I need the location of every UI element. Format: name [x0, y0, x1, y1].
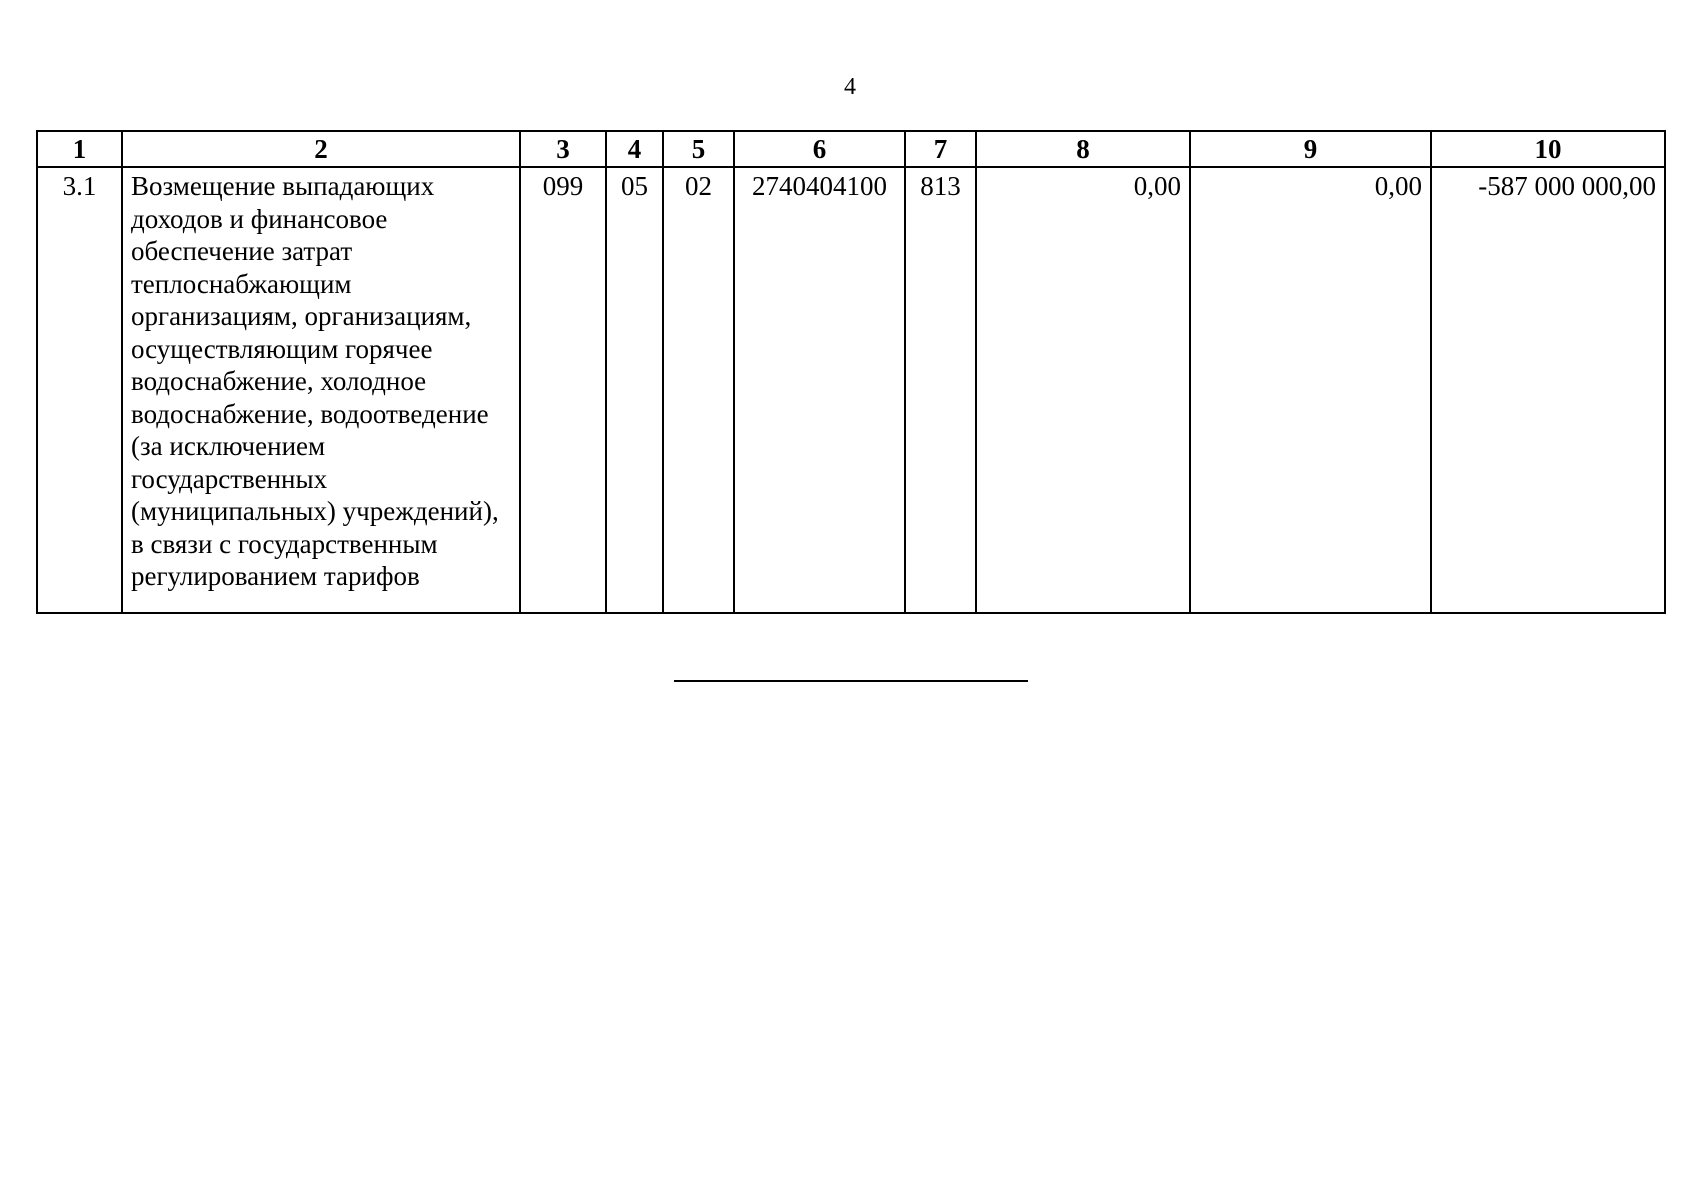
code-cell-4: 05	[606, 167, 663, 613]
description-cell: Возмещение выпадающих доходов и финансовое обеспечение затрат теплоснабжающим организациям, организациям, осуществляющим горячее водоснабжение, холодное водоснабжение, водоотведение (за исключением государственных (муниципальных) учреждений), в связи с государственным регулированием тарифов	[122, 167, 520, 613]
amount-cell-8: 0,00	[976, 167, 1190, 613]
col-header-9: 9	[1190, 131, 1431, 167]
col-header-5: 5	[663, 131, 734, 167]
col-header-6: 6	[734, 131, 905, 167]
amount-cell-9: 0,00	[1190, 167, 1431, 613]
amount-cell-10: -587 000 000,00	[1431, 167, 1665, 613]
col-header-1: 1	[37, 131, 122, 167]
col-header-10: 10	[1431, 131, 1665, 167]
col-header-2: 2	[122, 131, 520, 167]
budget-table	[36, 130, 1666, 614]
separator-line	[674, 680, 1028, 682]
col-header-4: 4	[606, 131, 663, 167]
col-header-7: 7	[905, 131, 976, 167]
code-cell-3: 099	[520, 167, 606, 613]
code-cell-7: 813	[905, 167, 976, 613]
table-row	[37, 167, 1665, 613]
col-header-8: 8	[976, 131, 1190, 167]
row-number-cell: 3.1	[37, 167, 122, 613]
col-header-3: 3	[520, 131, 606, 167]
page-number: 4	[844, 74, 856, 100]
table-header-row	[37, 131, 1665, 167]
code-cell-5: 02	[663, 167, 734, 613]
code-cell-6: 2740404100	[734, 167, 905, 613]
